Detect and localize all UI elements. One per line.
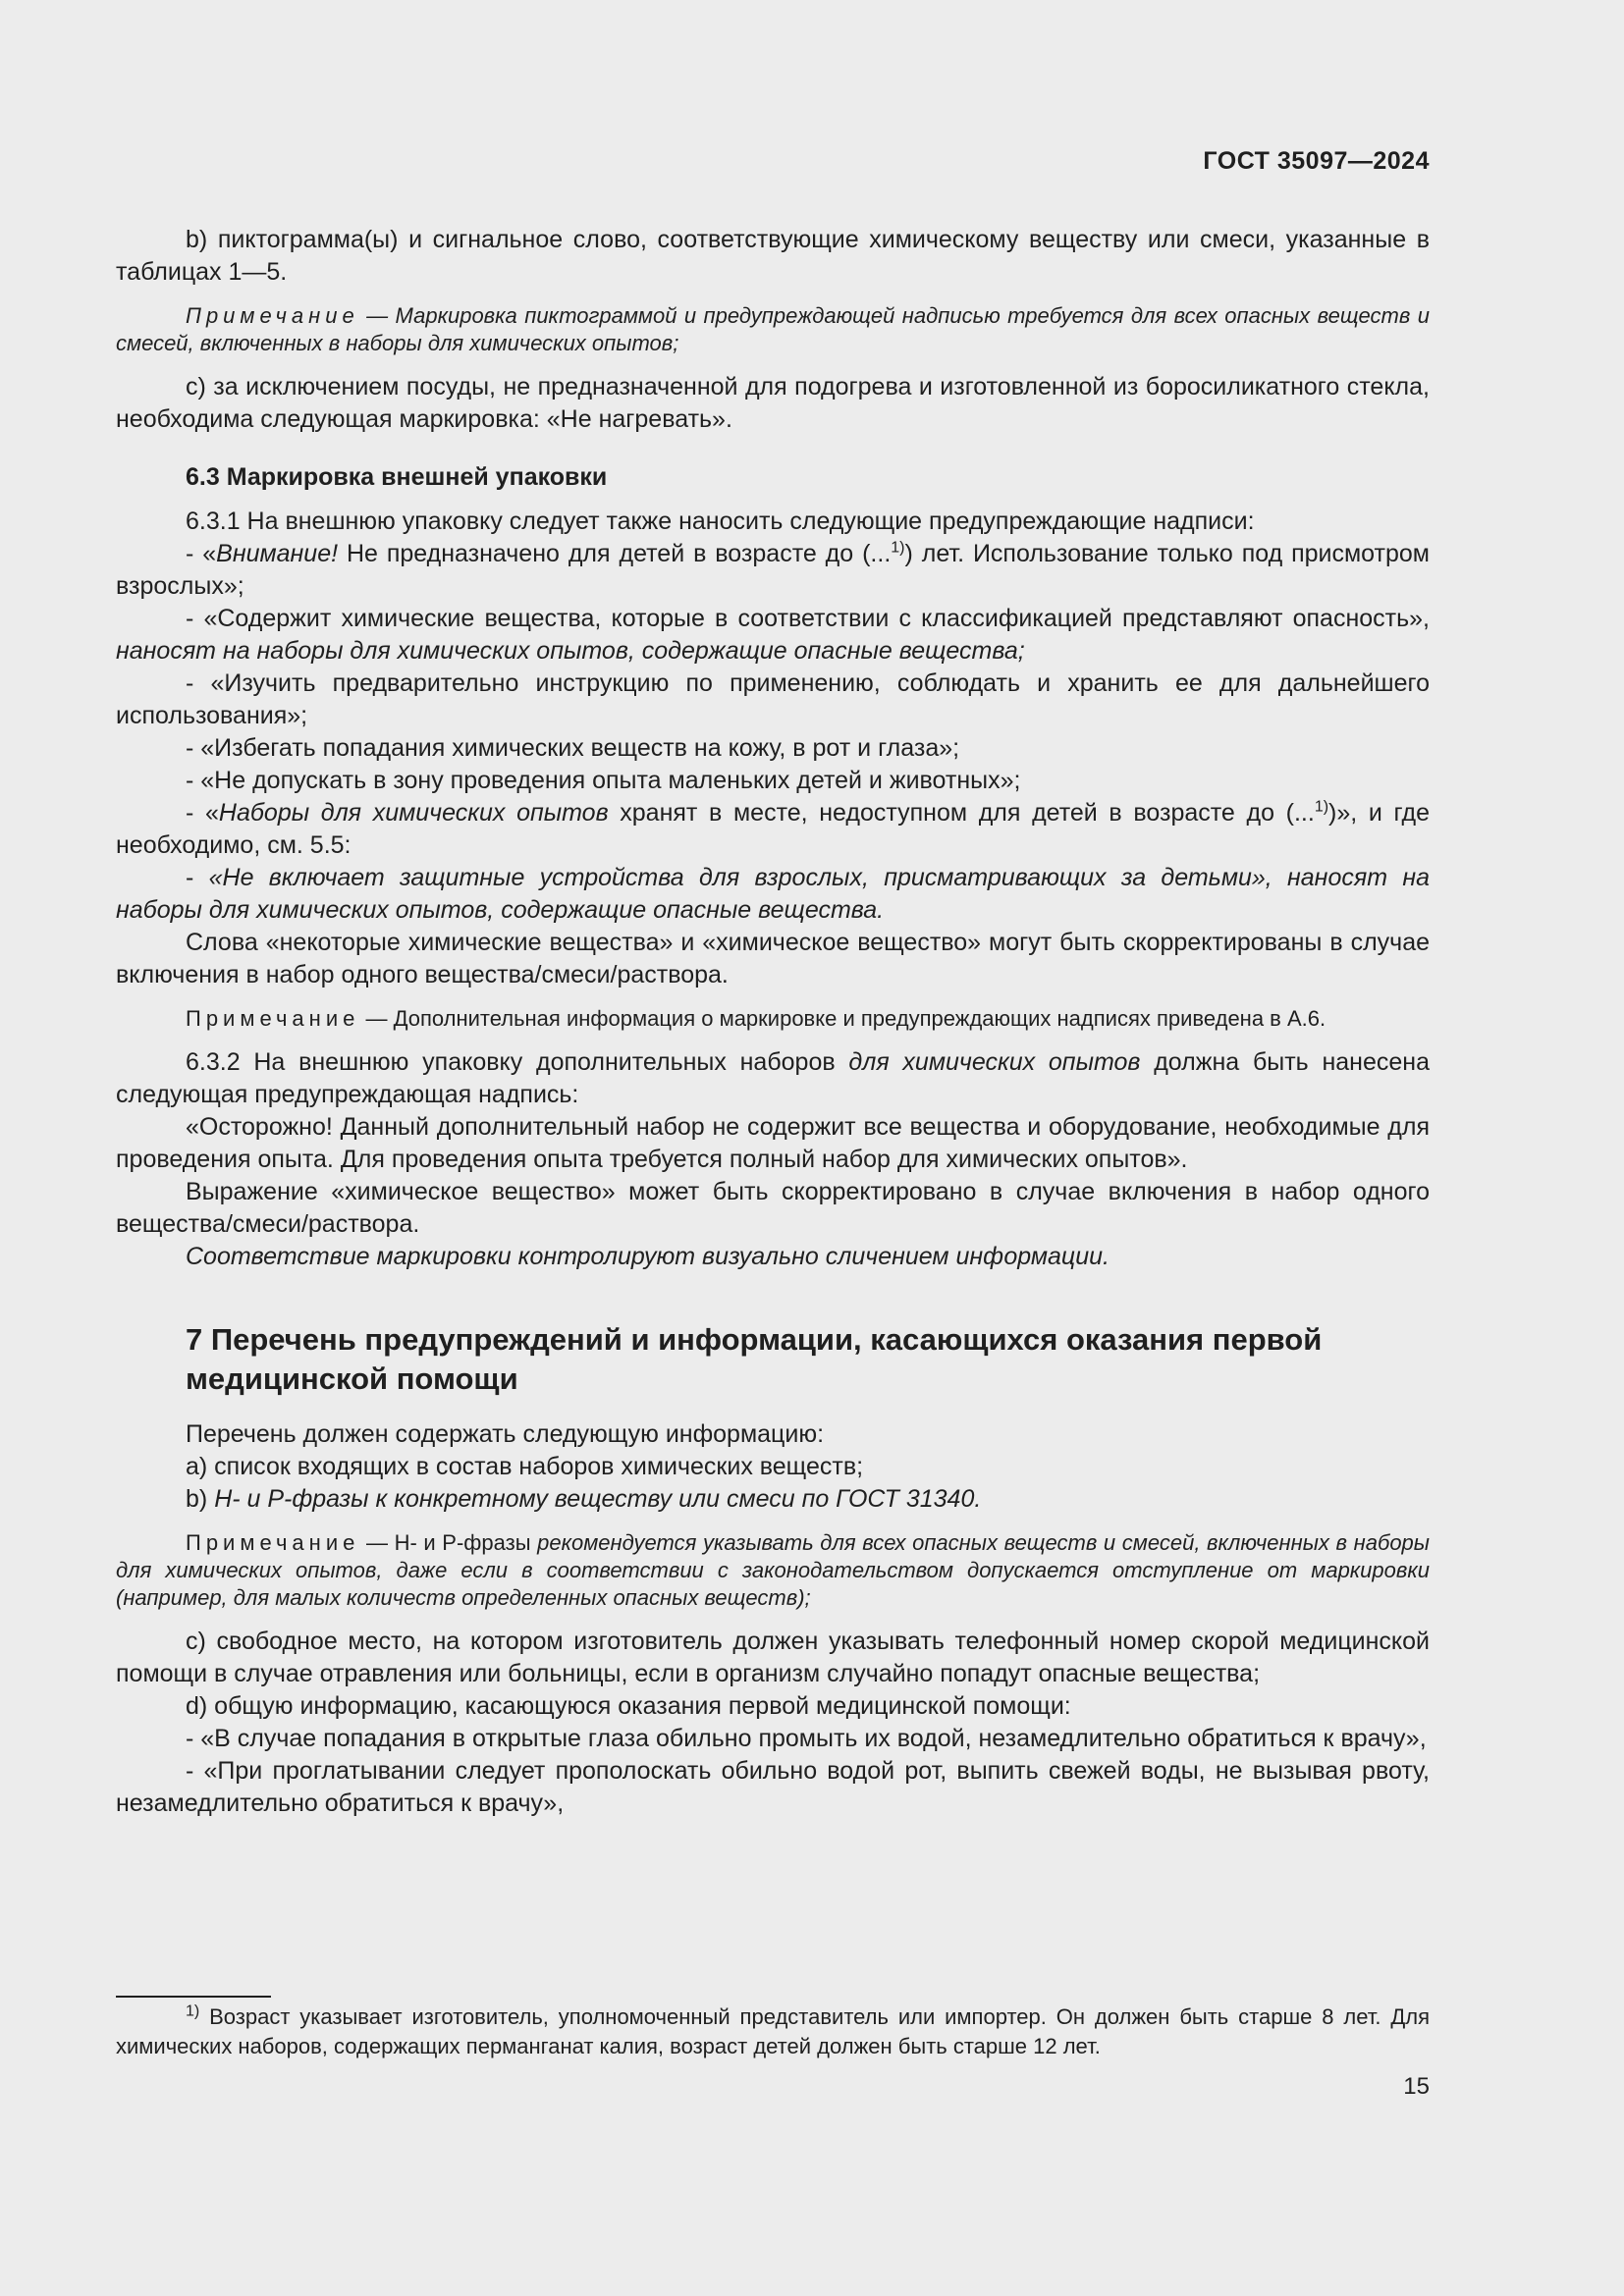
clause-6-3-2: 6.3.2 На внешнюю упаковку дополнительных наборов для химических опытов должна быть нанесена следующая предупреждающая надпись: (116, 1048, 1430, 1108)
list-item-c: c) за исключением посуды, не предназначенной для подогрева и изготовленной из боросиликатного стекла, необходима следующая маркировка: «Не нагревать». (116, 373, 1430, 433)
words-paragraph: Слова «некоторые химические вещества» и «химическое вещество» могут быть скорректированы в случае включения в набор одного вещества/смеси/раствора. (116, 929, 1430, 988)
warning-item: - «Наборы для химических опытов хранят в месте, недоступном для детей в возрасте до (...$^{1)}$)», и где необходимо, см. 5.5: (116, 798, 1430, 859)
list-item-d: d) общую информацию, касающуюся оказания первой медицинской помощи: (186, 1692, 1071, 1720)
expression-paragraph: Выражение «химическое вещество» может быть скорректировано в случае включения в набор одного вещества/смеси/раствора. (116, 1178, 1430, 1238)
section-7-heading: 7 Перечень предупреждений и информации, касающихся оказания первой медицинской помощи (186, 1322, 1323, 1396)
list-item-b: b) Н- и Р-фразы к конкретному веществу или смеси по ГОСТ 31340. (186, 1485, 982, 1513)
section-7-intro: Перечень должен содержать следующую информацию: (186, 1420, 825, 1448)
section-6-3-heading: 6.3 Маркировка внешней упаковки (186, 463, 608, 491)
warning-quote: «Осторожно! Данный дополнительный набор не содержит все вещества и оборудование, необходимые для проведения опыта. Для проведения опыта требуется полный набор для химических опытов». (116, 1113, 1430, 1173)
list-item-a: a) список входящих в состав наборов химических веществ; (186, 1453, 864, 1480)
list-item-b: b) пиктограмма(ы) и сигнальное слово, соответствующие химическому веществу или смеси, указанные в таблицах 1—5. (116, 226, 1430, 286)
footnote: $^{1)}$ Возраст указывает изготовитель, уполномоченный представитель или импортер. Он должен быть старше 8 лет. Для химических наборов, содержащих перманганат калия, возраст детей должен быть старше 12 лет. (116, 2002, 1430, 2058)
warning-item: - «Внимание! Не предназначено для детей в возрасте до (...$^{1)}$) лет. Использование только под присмотром взрослых»; (116, 539, 1430, 600)
page-body (116, 137, 1430, 1820)
compliance-paragraph: Соответствие маркировки контролируют визуально сличением информации. (186, 1243, 1110, 1270)
note-2: Примечание — Дополнительная информация о маркировке и предупреждающих надписях приведена в А.6. (186, 1006, 1326, 1031)
warning-item: - «Избегать попадания химических веществ на кожу, в рот и глаза»; (186, 734, 960, 762)
footnote-ref: 1) (1314, 798, 1329, 816)
document-code: ГОСТ 35097—2024 (1203, 147, 1430, 175)
clause-6-3-1: 6.3.1 На внешнюю упаковку следует также наносить следующие предупреждающие надписи: (186, 507, 1255, 535)
footnote-separator (116, 1996, 271, 1998)
footnote-marker: 1) (186, 2002, 200, 2020)
warning-item: - «Содержит химические вещества, которые в соответствии с классификацией представляют опасность», наносят на наборы для химических опытов, содержащие опасные вещества; (116, 605, 1430, 665)
first-aid-item: - «В случае попадания в открытые глаза обильно промыть их водой, незамедлительно обратиться к врачу», (186, 1725, 1427, 1752)
warning-item: - «Изучить предварительно инструкцию по применению, соблюдать и хранить ее для дальнейшего использования»; (116, 669, 1430, 729)
page-number: 15 (1403, 2073, 1430, 2100)
warning-item: - «Не включает защитные устройства для взрослых, присматривающих за детьми», наносят на наборы для химических опытов, содержащие опасные вещества. (116, 864, 1430, 924)
list-item-c: c) свободное место, на котором изготовитель должен указывать телефонный номер скорой медицинской помощи в случае отравления или больницы, если в организм случайно попадут опасные вещества; (116, 1628, 1430, 1687)
footnote-ref: 1) (891, 539, 905, 557)
note-1: Примечание — Маркировка пиктограммой и предупреждающей надписью требуется для всех опасных веществ и смесей, включенных в наборы для химических опытов; (116, 303, 1430, 355)
warning-item: - «Не допускать в зону проведения опыта маленьких детей и животных»; (186, 767, 1021, 794)
note-3: Примечание — Н- и Р-фразы рекомендуется указывать для всех опасных веществ и смесей, включенных в наборы для химических опытов, даже если в соответствии с законодательством допускается отступление от маркировки (например, для малых количеств определенных опасных веществ); (116, 1530, 1430, 1610)
first-aid-item: - «При проглатывании следует прополоскать обильно водой рот, выпить свежей воды, не вызывая рвоту, незамедлительно обратиться к врачу», (116, 1757, 1430, 1817)
